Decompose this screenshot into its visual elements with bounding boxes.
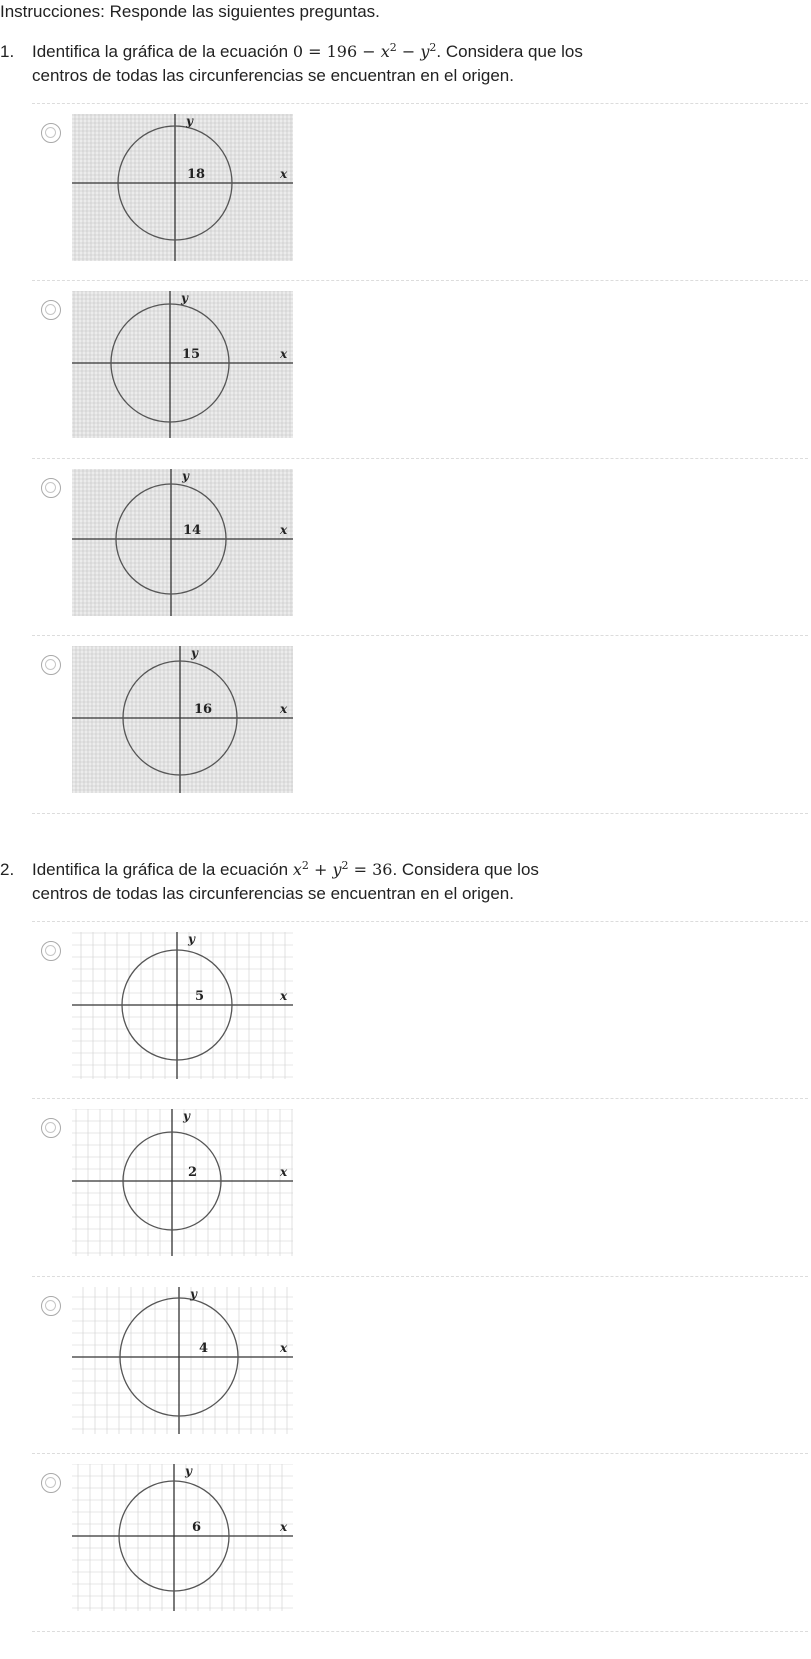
circle-graph bbox=[72, 291, 293, 438]
divider bbox=[32, 103, 808, 104]
option-1d bbox=[0, 646, 811, 796]
question-2-text-before: Identifica la gráfica de la ecuación bbox=[32, 860, 293, 879]
question-1-text-after: . Considera que los centros de todas las circunferencias se encuentran en el origen. bbox=[32, 42, 583, 85]
y-axis-label: y bbox=[182, 469, 189, 483]
option-1a bbox=[0, 114, 811, 264]
divider bbox=[32, 1631, 808, 1632]
y-axis-label: y bbox=[183, 1109, 190, 1123]
radio-button[interactable] bbox=[41, 300, 61, 320]
x-axis-label: x bbox=[280, 167, 288, 181]
question-1-text bbox=[32, 40, 592, 88]
graph-background bbox=[72, 291, 293, 438]
option-2b bbox=[0, 1109, 811, 1259]
radio-button[interactable] bbox=[41, 1473, 61, 1493]
option-1b bbox=[0, 291, 811, 441]
x-axis-label: x bbox=[280, 1520, 288, 1534]
radius-label: 4 bbox=[199, 1341, 209, 1356]
divider bbox=[32, 458, 808, 459]
circle-graph bbox=[72, 646, 293, 793]
y-axis-label: y bbox=[190, 1287, 197, 1301]
question-2-text-after: . Considera que los centros de todas las circunferencias se encuentran en el origen. bbox=[32, 860, 539, 903]
divider bbox=[32, 1453, 808, 1454]
question-1-equation: $0 = 196 - x^2 - y^2$ bbox=[292, 41, 437, 61]
instructions-text: Instrucciones: Responde las siguientes preguntas. bbox=[0, 2, 380, 21]
question-1-number: 1. bbox=[0, 42, 15, 61]
x-axis-label: x bbox=[280, 989, 288, 1003]
x-axis-label: x bbox=[280, 1165, 288, 1179]
radio-button[interactable] bbox=[41, 1296, 61, 1316]
radio-button[interactable] bbox=[41, 1118, 61, 1138]
radio-button[interactable] bbox=[41, 941, 61, 961]
radio-button[interactable] bbox=[41, 655, 61, 675]
option-2a bbox=[0, 932, 811, 1082]
y-axis-label: y bbox=[188, 932, 195, 946]
circle-graph bbox=[72, 1287, 293, 1434]
divider bbox=[32, 635, 808, 636]
y-axis-label: y bbox=[191, 646, 198, 660]
x-axis-label: x bbox=[280, 347, 288, 361]
circle-graph bbox=[72, 932, 293, 1079]
divider bbox=[32, 1276, 808, 1277]
circle-graph bbox=[72, 1109, 293, 1256]
circle-graph bbox=[72, 469, 293, 616]
x-axis-label: x bbox=[280, 523, 288, 537]
option-2c bbox=[0, 1287, 811, 1437]
y-axis-label: y bbox=[186, 114, 193, 128]
y-axis-label: y bbox=[185, 1464, 192, 1478]
radius-label: 2 bbox=[188, 1165, 198, 1180]
divider bbox=[32, 1098, 808, 1099]
radius-label: 15 bbox=[182, 347, 201, 362]
radius-label: 6 bbox=[192, 1520, 202, 1535]
divider bbox=[32, 813, 808, 814]
x-axis-label: x bbox=[280, 702, 288, 716]
question-1-text-before: Identifica la gráfica de la ecuación bbox=[32, 42, 293, 61]
circle-graph bbox=[72, 114, 293, 261]
option-2d bbox=[0, 1464, 811, 1614]
divider bbox=[32, 280, 808, 281]
x-axis-label: x bbox=[280, 1341, 288, 1355]
option-1c bbox=[0, 469, 811, 619]
radius-label: 5 bbox=[195, 989, 205, 1004]
graph-background bbox=[72, 1464, 293, 1611]
question-2-text bbox=[32, 858, 592, 906]
y-axis-label: y bbox=[181, 291, 188, 305]
radius-label: 16 bbox=[194, 702, 213, 717]
question-2-number: 2. bbox=[0, 860, 15, 879]
graph-background bbox=[72, 1109, 293, 1256]
radio-button[interactable] bbox=[41, 123, 61, 143]
radius-label: 18 bbox=[187, 167, 206, 182]
circle-graph bbox=[72, 1464, 293, 1611]
radio-button[interactable] bbox=[41, 478, 61, 498]
divider bbox=[32, 921, 808, 922]
question-2-equation: $x^2 + y^2 = 36$ bbox=[292, 859, 393, 879]
radius-label: 14 bbox=[183, 523, 202, 538]
